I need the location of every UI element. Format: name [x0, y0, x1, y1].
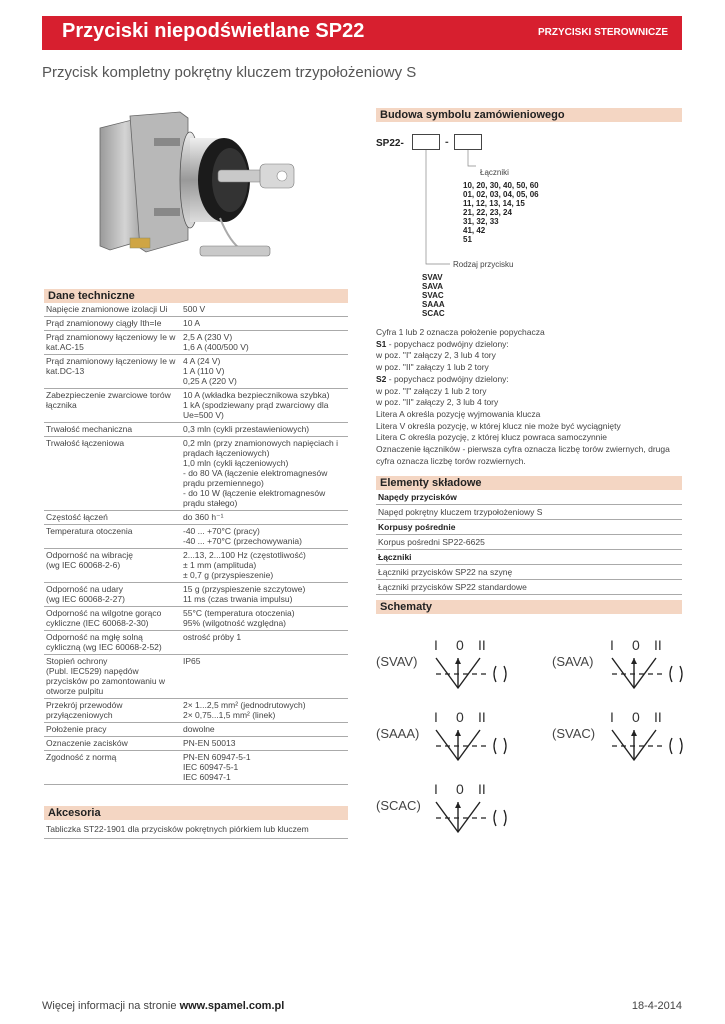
- tech-label: Prąd znamionowy ciągły Ith=Ie: [44, 317, 181, 331]
- tech-row: [44, 699, 348, 723]
- tech-label: Prąd znamionowy łączeniowy Ie w kat.DC-13: [44, 355, 181, 389]
- description-text: w poz. "II" załączy 1 lub 2 tory: [376, 362, 489, 373]
- description-line: [376, 444, 682, 467]
- tech-value: 2,5 A (230 V) 1,6 A (400/500 V): [181, 331, 348, 355]
- description-text: - popychacz podwójny dzielony:: [386, 373, 509, 384]
- component-item: Łączniki przycisków SP22 na szynę: [376, 565, 682, 580]
- position-label: II: [478, 637, 486, 653]
- description-text: - popychacz podwójny dzielony:: [386, 338, 509, 349]
- tech-row: [44, 525, 348, 549]
- tech-row: [44, 331, 348, 355]
- schematic-diagram: [376, 708, 526, 768]
- product-photo: [70, 108, 310, 278]
- order-dash: -: [445, 136, 449, 148]
- type-code: SVAV: [422, 273, 443, 282]
- tech-value: 10 A: [181, 317, 348, 331]
- technical-data-section: [44, 289, 348, 785]
- schematics-section: [376, 600, 682, 813]
- category-label: PRZYCISKI STEROWNICZE: [537, 27, 668, 38]
- position-label: II: [478, 781, 486, 797]
- tech-label: Temperatura otoczenia: [44, 525, 181, 549]
- description-text: w poz. "I" załączy 1 lub 2 tory: [376, 385, 487, 396]
- tech-row: [44, 511, 348, 525]
- tech-value: do 360 h⁻¹: [181, 511, 348, 525]
- schematics-heading: Schematy: [376, 600, 682, 614]
- description-text: Litera V określa pozycję, w której klucz nie może być wyciągnięty: [376, 420, 621, 431]
- schematic-label: (SAAA): [376, 726, 420, 741]
- position-label: II: [654, 637, 662, 653]
- tech-row: [44, 631, 348, 655]
- footer-date: 18-4-2014: [631, 1000, 682, 1012]
- position-label: I: [434, 781, 438, 797]
- position-label: I: [434, 637, 438, 653]
- tech-value: dowolne: [181, 723, 348, 737]
- type-code: SVAC: [422, 291, 444, 300]
- position-label: 0: [456, 781, 464, 797]
- type-code: SAVA: [422, 282, 444, 291]
- tech-row: [44, 549, 348, 583]
- description-line: [376, 421, 682, 433]
- tech-row: [44, 607, 348, 631]
- ordering-description: [376, 327, 682, 467]
- tech-row: [44, 389, 348, 423]
- schematic-diagram: [376, 636, 526, 696]
- tech-label: Zabezpieczenie zwarciowe torów łącznika: [44, 389, 181, 423]
- tech-label: Oznaczenie zacisków: [44, 737, 181, 751]
- tech-value: -40 ... +70°C (pracy) -40 ... +70°C (przechowywania): [181, 525, 348, 549]
- description-line: [376, 409, 682, 421]
- tech-value: 500 V: [181, 303, 348, 317]
- product-subtitle: Przycisk kompletny pokrętny kluczem trzypołożeniowy S: [42, 64, 417, 81]
- position-label: I: [610, 637, 614, 653]
- website-link[interactable]: www.spamel.com.pl: [179, 1000, 285, 1012]
- tech-value: 2...13, 2...100 Hz (częstotliwość) ± 1 mm (amplituda) ± 0,7 g (przyspieszenie): [181, 549, 348, 583]
- position-label: 0: [456, 709, 464, 725]
- tech-value: 55°C (temperatura otoczenia) 95% (wilgotność względna): [181, 607, 348, 631]
- tech-label: Odporność na wilgotne gorąco cykliczne (IEC 60068-2-30): [44, 607, 181, 631]
- description-line: [376, 432, 682, 444]
- component-item: Korpus pośredni SP22-6625: [376, 535, 682, 550]
- position-label: 0: [456, 637, 464, 653]
- tech-value: IP65: [181, 655, 348, 699]
- order-prefix: SP22-: [376, 138, 404, 149]
- schematic-diagram: [552, 708, 702, 768]
- components-list: [376, 490, 682, 595]
- description-line: [376, 386, 682, 398]
- tech-value: PN-EN 50013: [181, 737, 348, 751]
- switch-code-row: 21, 22, 23, 24: [463, 208, 512, 217]
- component-item: Napęd pokrętny kluczem trzypołożeniowy S: [376, 505, 682, 520]
- schematic-label: (SVAC): [552, 726, 596, 741]
- switches-label: Łączniki: [480, 168, 509, 177]
- header-bar: [42, 16, 682, 50]
- description-line: [376, 362, 682, 374]
- tech-label: Trwałość łączeniowa: [44, 437, 181, 511]
- order-code-section: [376, 108, 682, 323]
- switch-code-row: 31, 32, 33: [463, 217, 499, 226]
- tech-value: ostrość próby 1: [181, 631, 348, 655]
- type-code: SAAA: [422, 300, 445, 309]
- description-text: w poz. "I" załączy 2, 3 lub 4 tory: [376, 350, 496, 361]
- components-section: [376, 476, 682, 595]
- schematic-label: (SVAV): [376, 654, 418, 669]
- schematic-label: (SCAC): [376, 798, 421, 813]
- technical-data-heading: Dane techniczne: [44, 289, 348, 303]
- components-heading: Elementy składowe: [376, 476, 682, 490]
- type-codes-list: [422, 273, 445, 318]
- description-text: w poz. "II" załączy 2, 3 lub 4 tory: [376, 397, 499, 408]
- tech-label: Odporność na mgłę solną cykliczną (wg IEC 60068-2-52): [44, 631, 181, 655]
- schematic-symbol: [598, 708, 708, 768]
- position-label: I: [434, 709, 438, 725]
- tech-label: Napięcie znamionowe izolacji Ui: [44, 303, 181, 317]
- tech-value: PN-EN 60947-5-1 IEC 60947-5-1 IEC 60947-1: [181, 751, 348, 785]
- switch-code-row: 51: [463, 235, 472, 244]
- tech-value: 2× 1...2,5 mm² (jednodrutowych) 2× 0,75...1,5 mm² (linek): [181, 699, 348, 723]
- tech-value: 0,2 mln (przy znamionowych napięciach i prądach łączeniowych) 1,0 mln (cykli łączeniowych) - do 80 VA (łączenie elektromagnesów prądu przemiennego) - do 10 W (łączenie elektromagnesów prądu stałego): [181, 437, 348, 511]
- schematic-diagram: [376, 780, 526, 840]
- description-key: S1: [376, 338, 387, 349]
- page-title: Przyciski niepodświetlane SP22: [62, 20, 365, 42]
- type-code: SCAC: [422, 309, 445, 318]
- tech-row: [44, 723, 348, 737]
- description-line: [376, 327, 682, 339]
- switch-code-row: 01, 02, 03, 04, 05, 06: [463, 190, 539, 199]
- tech-row: [44, 437, 348, 511]
- accessories-text: Tabliczka ST22-1901 dla przycisków pokrętnych piórkiem lub kluczem: [44, 820, 348, 839]
- order-code-heading: Budowa symbolu zamówieniowego: [376, 108, 682, 122]
- tech-row: [44, 317, 348, 331]
- tech-label: Stopień ochrony (Publ. IEC529) napędów przycisków po zamontowaniu w otworze pulpitu: [44, 655, 181, 699]
- schematic-symbol: [598, 636, 708, 696]
- switch-codes-list: [463, 181, 539, 244]
- position-label: 0: [632, 637, 640, 653]
- tech-row: [44, 303, 348, 317]
- schematic-symbol: [422, 780, 532, 840]
- technical-data-table: [44, 303, 348, 785]
- description-text: Oznaczenie łączników - pierwsza cyfra oznacza liczbę torów zwiernych, druga cyfra oznacza liczbę torów rozwiernych.: [376, 444, 670, 466]
- tech-label: Trwałość mechaniczna: [44, 423, 181, 437]
- description-text: Litera A określa pozycję wyjmowania klucza: [376, 408, 541, 419]
- description-text: Litera C określa pozycję, z której klucz powraca samoczynnie: [376, 432, 608, 443]
- tech-row: [44, 737, 348, 751]
- tech-value: 10 A (wkładka bezpiecznikowa szybka) 1 kA (spodziewany prąd zwarciowy dla Ue=500 V): [181, 389, 348, 423]
- tech-label: Prąd znamionowy łączeniowy Ie w kat.AC-15: [44, 331, 181, 355]
- tech-value: 0,3 mln (cykli przestawieniowych): [181, 423, 348, 437]
- type-label: Rodzaj przycisku: [453, 260, 514, 269]
- description-text: Cyfra 1 lub 2 oznacza położenie popychacza: [376, 327, 545, 337]
- description-line: [376, 339, 682, 351]
- tech-row: [44, 423, 348, 437]
- footer-text: Więcej informacji na stronie: [42, 1000, 180, 1012]
- schematic-label: (SAVA): [552, 654, 594, 669]
- accessories-section: [44, 806, 348, 839]
- tech-label: Odporność na wibrację (wg IEC 60068-2-6): [44, 549, 181, 583]
- tech-row: [44, 751, 348, 785]
- tech-label: Przekrój przewodów przyłączeniowych: [44, 699, 181, 723]
- tech-row: [44, 655, 348, 699]
- switch-code-row: 11, 12, 13, 14, 15: [463, 199, 525, 208]
- footer: [42, 1000, 682, 1012]
- description-line: [376, 350, 682, 362]
- description-key: S2: [376, 373, 387, 384]
- schematic-diagram: [552, 636, 702, 696]
- component-group-title: Łączniki: [376, 550, 682, 565]
- tech-value: 4 A (24 V) 1 A (110 V) 0,25 A (220 V): [181, 355, 348, 389]
- description-line: [376, 397, 682, 409]
- component-item: Łączniki przycisków SP22 standardowe: [376, 580, 682, 595]
- tech-label: Częstość łączeń: [44, 511, 181, 525]
- component-group-title: Korpusy pośrednie: [376, 520, 682, 535]
- position-label: II: [478, 709, 486, 725]
- tech-row: [44, 355, 348, 389]
- switch-code-row: 10, 20, 30, 40, 50, 60: [463, 181, 539, 190]
- switch-code-row: 41, 42: [463, 226, 486, 235]
- position-label: II: [654, 709, 662, 725]
- tech-row: [44, 583, 348, 607]
- position-label: 0: [632, 709, 640, 725]
- accessories-heading: Akcesoria: [44, 806, 348, 820]
- schematic-symbol: [422, 708, 532, 768]
- tech-label: Odporność na udary (wg IEC 60068-2-27): [44, 583, 181, 607]
- component-group-title: Napędy przycisków: [376, 490, 682, 505]
- tech-label: Położenie pracy: [44, 723, 181, 737]
- tech-value: 15 g (przyspieszenie szczytowe) 11 ms (czas trwania impulsu): [181, 583, 348, 607]
- position-label: I: [610, 709, 614, 725]
- schematic-symbol: [422, 636, 532, 696]
- tech-label: Zgodność z normą: [44, 751, 181, 785]
- description-line: [376, 374, 682, 386]
